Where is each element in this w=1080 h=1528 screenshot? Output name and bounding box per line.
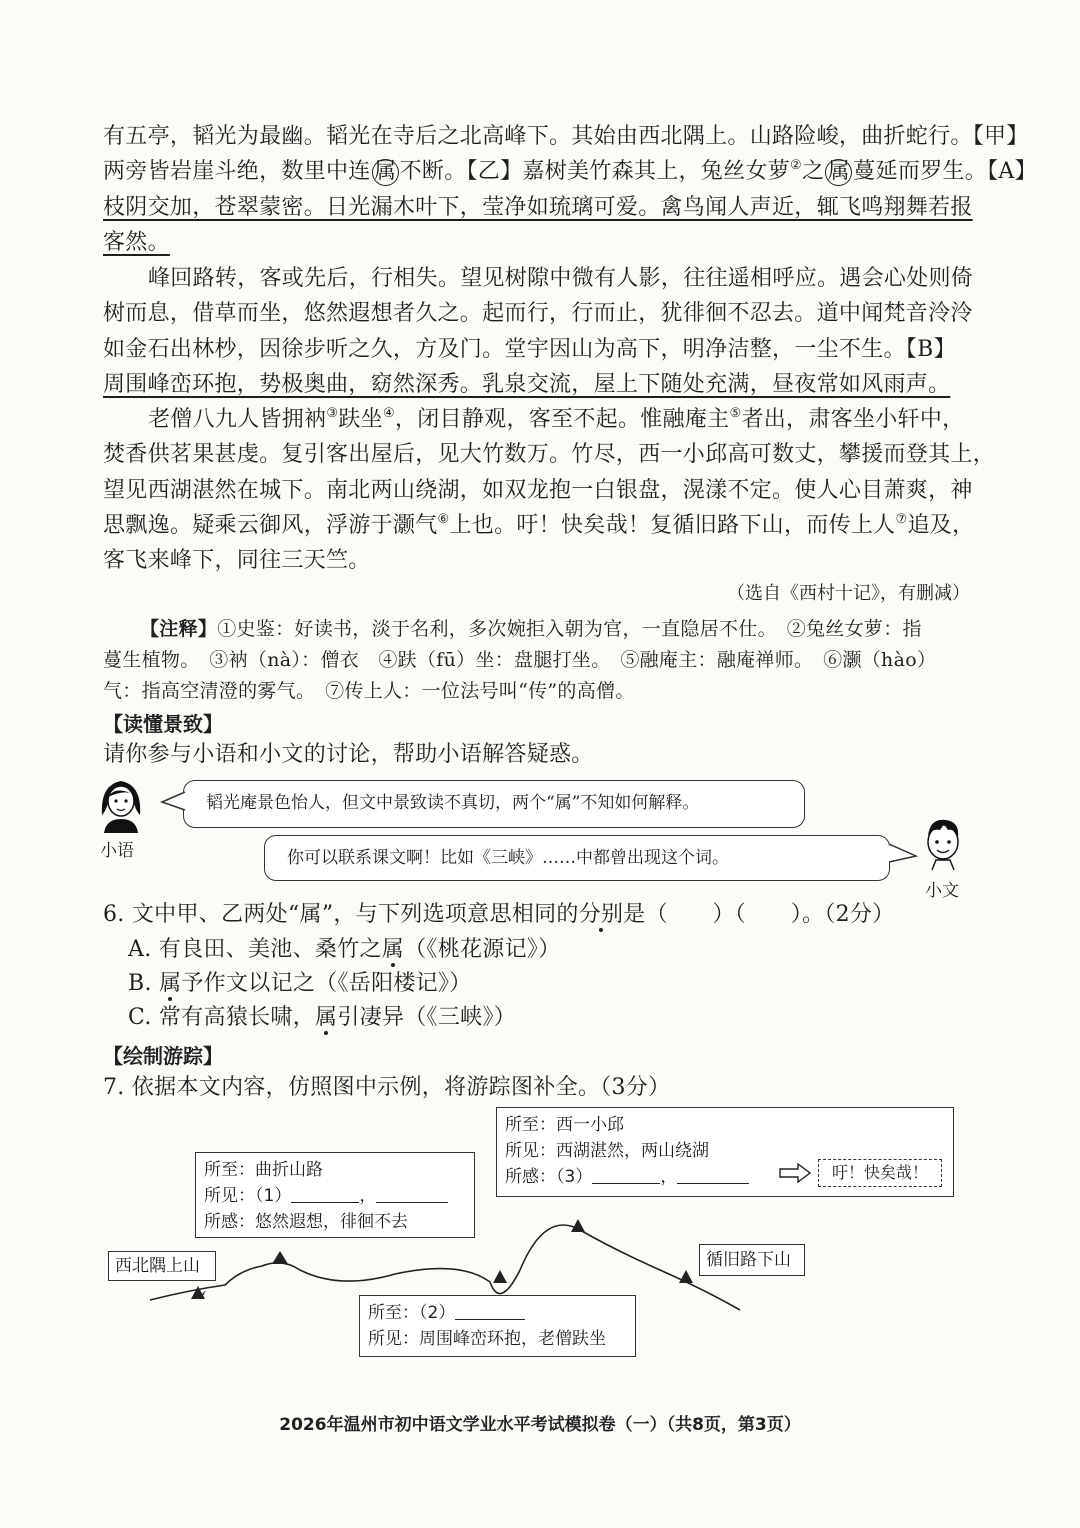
xiaoyu-avatar-icon — [96, 775, 146, 833]
route-end-label: 循旧路下山 — [699, 1244, 805, 1276]
passage-line-4: 客然。 — [103, 230, 170, 255]
text-seg: 老僧八九人皆拥衲 — [148, 407, 327, 432]
stop-box-1 — [195, 1152, 475, 1238]
text-seg: 蔓延而罗生。【A】 — [853, 159, 1037, 184]
circled-char-yi: 属 — [825, 159, 852, 186]
text-seg: 予作文以记之（《岳阳楼记》） — [181, 971, 472, 996]
q6-option-b[interactable] — [128, 969, 472, 999]
passage-line-11: 望见西湖湛然在城下。南北两山绕湖，如双龙抱一白银盘，滉漾不定。使人心目萧爽，神 — [103, 478, 973, 503]
section-title-draw: 【绘制游踪】 — [103, 1044, 223, 1068]
passage-line-2 — [103, 157, 1037, 187]
q6-option-c[interactable] — [128, 1003, 516, 1033]
marker-triangle — [679, 1270, 693, 1283]
text-seg: 上也。吁！快矣哉！复循旧路下山，而传上人 — [449, 513, 896, 538]
passage-line-8: 周围峰峦环抱，势极奥曲，窈然深秀。乳泉交流，屋上下随处充满，昼夜常如风雨声。 — [103, 372, 951, 397]
passage-line-1: 有五亭，韬光为最幽。韬光在寺后之北高峰下。其始由西北隅上。山路险峻，曲折蛇行。【甲】 — [103, 124, 1029, 149]
feel-example-box: 吁！快矣哉！ — [818, 1159, 942, 1187]
passage-line-5: 峰回路转，客或先后，行相失。望见树隙中微有人影，往往遥相呼应。遇会心处则倚 — [148, 266, 974, 291]
passage-line-13: 客飞来峰下，同往三天竺。 — [103, 548, 371, 573]
passage-line-12 — [103, 511, 974, 541]
q7-stem: 7. 依据本文内容，仿照图中示例，将游踪图补全。（3分） — [103, 1075, 671, 1100]
speech-bubble-xiaoyu: 韬光庵景色怡人，但文中景致读不真切，两个“属”不知如何解释。 — [183, 780, 805, 828]
marker-triangle — [571, 1219, 585, 1232]
passage-line-3: 枝阴交加，苍翠蒙密。日光漏木叶下，莹净如琉璃可爱。禽鸟闻人声近，辄飞鸣翔舞若报 — [103, 195, 973, 220]
notes-line-2: 蔓生植物。 ③衲（nà）：僧衣 ④趺（fū）坐：盘腿打坐。 ⑤融庵主：融庵禅师。 ⑥灏（hào） — [103, 649, 937, 671]
text-seg: 之 — [801, 159, 825, 184]
circled-char-jia: 属 — [372, 159, 399, 186]
text-seg: 6. 文中甲、乙两处“属”，与下列选项意思相同的 — [103, 902, 579, 927]
stop-box-2 — [359, 1295, 636, 1357]
answer-blank[interactable] — [291, 1184, 359, 1203]
box2-place-row — [368, 1300, 627, 1326]
xiaoyu-name: 小语 — [100, 841, 134, 861]
text-seg: 是（ ）（ ）。（2分） — [623, 902, 895, 927]
note-mark: ③ — [326, 406, 339, 421]
box1-seen-row — [204, 1183, 466, 1209]
box1-feel: 所感：悠然遐想，徘徊不去 — [204, 1212, 408, 1232]
answer-blank[interactable] — [592, 1165, 660, 1184]
q6-option-a[interactable] — [128, 935, 561, 965]
q6-stem — [103, 900, 895, 930]
passage-line-10: 焚香供茗果甚虔。复引客出屋后，见大竹数万。竹尽，西一小邱高可数丈，攀援而登其上， — [103, 442, 996, 467]
section-intro: 请你参与小语和小文的讨论，帮助小语解答疑惑。 — [103, 742, 594, 767]
arrow-right-icon — [778, 1162, 812, 1184]
answer-blank[interactable] — [376, 1184, 448, 1203]
text-seg: 趺坐 — [338, 407, 383, 432]
text-seg: ，闭目静观，客至不起。惟融庵主 — [394, 407, 730, 432]
note-mark: ⑤ — [729, 406, 742, 421]
notes-line-1 — [140, 614, 922, 644]
text-seg: C. 常有高猿长啸， — [128, 1005, 316, 1030]
note-mark: ② — [790, 158, 802, 173]
passage-line-9 — [148, 405, 964, 435]
box3-place: 所至：西一小邱 — [505, 1115, 624, 1135]
speech-bubble-xiaowen: 你可以联系课文啊！比如《三峡》……中都曾出现这个词。 — [264, 835, 890, 881]
sep: ， — [359, 1186, 377, 1206]
text-seg: ①史鉴：好读书，淡于名利，多次婉拒入朝为官，一直隐居不仕。 ②兔丝女萝：指 — [217, 618, 922, 640]
marker-triangle — [272, 1251, 288, 1264]
notes-line-3: 气：指高空清澄的雾气。 ⑦传上人：一位法号叫“传”的高僧。 — [103, 680, 635, 702]
box1-place: 所至：曲折山路 — [204, 1160, 323, 1180]
box2-seen: 所见：周围峰峦环抱，老僧趺坐 — [368, 1329, 606, 1349]
text-seg: 两旁皆岩崖斗绝，数里中连 — [103, 159, 371, 184]
marker-triangle — [493, 1270, 507, 1283]
text-seg: （《桃花源记》） — [404, 937, 561, 962]
passage-line-6: 树而息，借草而坐，悠然遐想者久之。起而行，行而止，犹徘徊不忍去。道中闻梵音泠泠 — [103, 301, 973, 326]
note-mark: ⑦ — [895, 512, 908, 527]
page-footer: 2026年温州市初中语文学业水平考试模拟卷（一）（共8页，第3页） — [279, 1415, 801, 1435]
text-seg: B. — [128, 971, 160, 996]
text-seg: 追及， — [907, 513, 975, 538]
text-seg: 引凄异（《三峡》） — [337, 1005, 517, 1030]
box1-seen: 所见：（1） — [204, 1186, 292, 1206]
emphasis-dot: 属 — [315, 1005, 338, 1030]
emphasis-dot: 属 — [381, 937, 405, 962]
xiaowen-name: 小文 — [925, 881, 959, 901]
text-seg: 不断。【乙】嘉树美竹森其上，兔丝女萝 — [399, 159, 791, 184]
xiaowen-avatar-icon — [918, 814, 968, 872]
text-seg: 思飘逸。疑乘云御风，浮游于灏气 — [103, 513, 438, 538]
emphasis-dots: 分别 — [578, 902, 624, 927]
text-seg: A. 有良田、美池、桑竹之 — [128, 937, 382, 962]
note-mark: ④ — [382, 406, 395, 421]
note-mark: ⑥ — [437, 512, 450, 527]
section-title-read: 【读懂景致】 — [103, 712, 223, 736]
sep: ， — [660, 1167, 678, 1187]
answer-blank[interactable] — [677, 1165, 749, 1184]
bubble-tail-icon — [888, 842, 918, 866]
emphasis-dot: 属 — [159, 971, 182, 996]
passage-line-7: 如金石出林杪，因徐步听之久，方及门。堂宇因山为高下，明净洁整，一尘不生。【B】 — [103, 337, 956, 362]
box3-seen: 所见：西湖湛然，两山绕湖 — [505, 1141, 709, 1161]
box2-place: 所至：（2） — [368, 1303, 456, 1323]
source-citation: （选自《西村十记》，有删减） — [727, 583, 970, 604]
route-start-label: 西北隅上山 — [108, 1251, 216, 1281]
box3-feel: 所感：（3） — [505, 1167, 593, 1187]
answer-blank[interactable] — [455, 1301, 525, 1320]
bubble-tail-icon — [160, 790, 186, 814]
notes-label: 【注释】 — [140, 618, 218, 640]
text-seg: 者出，肃客坐小轩中， — [741, 407, 965, 432]
